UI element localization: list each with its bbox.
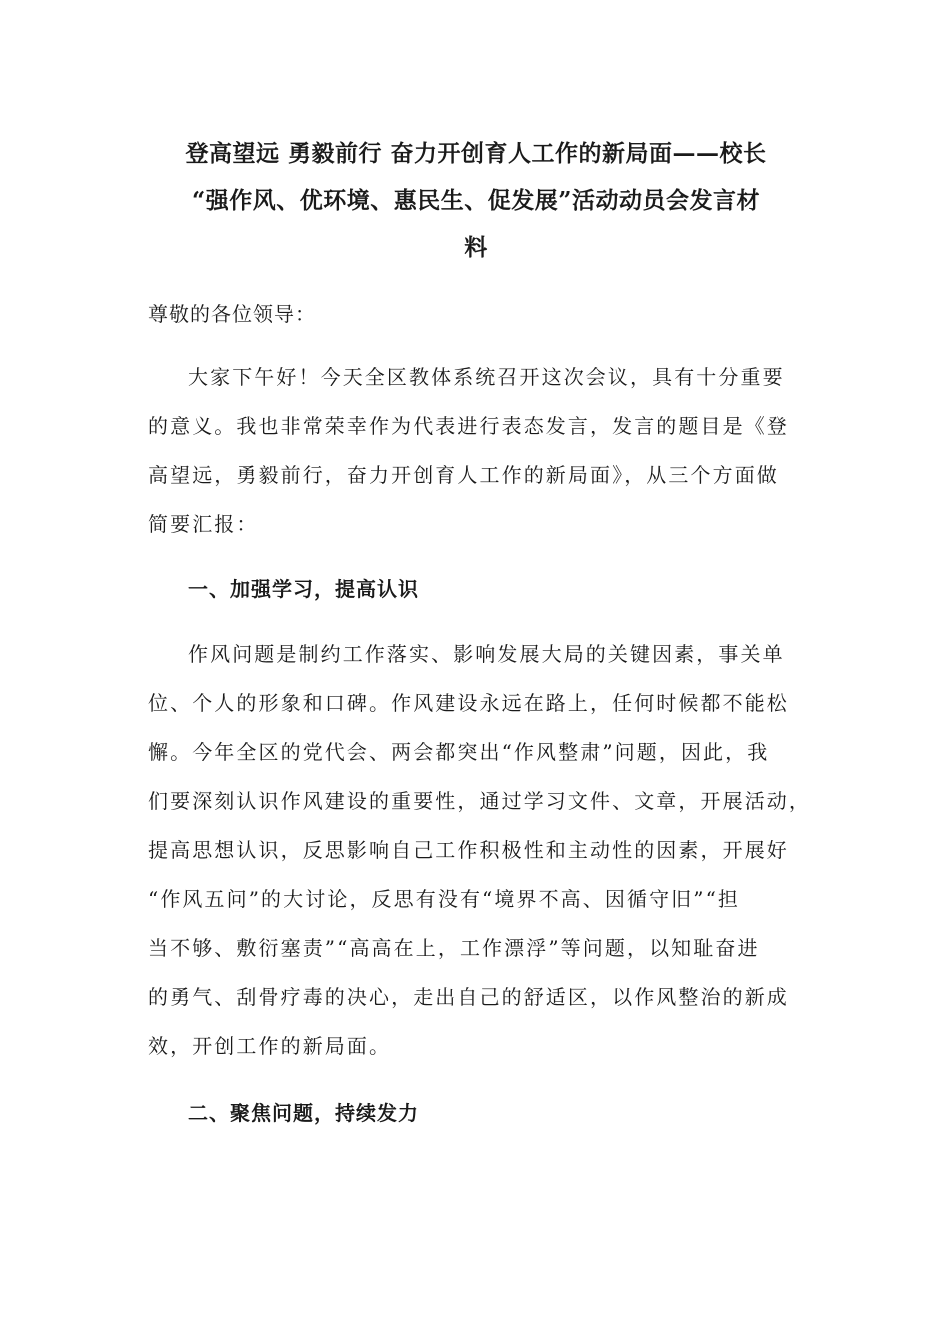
section-heading-1: 一、加强学习，提高认识: [188, 577, 419, 601]
salutation: 尊敬的各位领导：: [148, 302, 316, 326]
title-line: 登高望远 勇毅前行 奋力开创育人工作的新局面——校长: [185, 140, 767, 167]
title-line: 料: [464, 234, 488, 261]
paragraph-line: 的意义。我也非常荣幸作为代表进行表态发言，发言的题目是《登: [148, 414, 789, 438]
paragraph-line: “作风五问”的大讨论，反思有没有“境界不高、因循守旧”“担: [148, 887, 741, 911]
title-line: “强作风、优环境、惠民生、促发展”活动动员会发言材: [192, 187, 760, 214]
paragraph-line: 高望远，勇毅前行，奋力开创育人工作的新局面》，从三个方面做: [148, 463, 779, 487]
section1-paragraph: [148, 630, 811, 1071]
paragraph-line: 的勇气、刮骨疗毒的决心，走出自己的舒适区，以作风整治的新成: [148, 985, 789, 1009]
paragraph-line: 懈。今年全区的党代会、两会都突出“作风整肃”问题，因此，我: [148, 740, 770, 764]
intro-paragraph: [148, 353, 789, 549]
paragraph-line: 作风问题是制约工作落实、影响发展大局的关键因素，事关单: [188, 642, 785, 666]
paragraph-line: 位、个人的形象和口碑。作风建设永远在路上，任何时候都不能松: [148, 691, 789, 715]
document-title: [148, 130, 804, 271]
paragraph-line: 们要深刻认识作风建设的重要性，通过学习文件、文章，开展活动，: [148, 789, 811, 813]
section-heading-2: 二、聚焦问题，持续发力: [188, 1101, 419, 1125]
paragraph-line: 大家下午好！今天全区教体系统召开这次会议，具有十分重要: [188, 365, 785, 389]
paragraph-line: 当不够、敷衍塞责”“高高在上，工作漂浮”等问题，以知耻奋进: [148, 936, 760, 960]
paragraph-line: 简要汇报：: [148, 512, 259, 536]
paragraph-line: 提高思想认识，反思影响自己工作积极性和主动性的因素，开展好: [148, 838, 789, 862]
paragraph-line: 效，开创工作的新局面。: [148, 1034, 392, 1058]
